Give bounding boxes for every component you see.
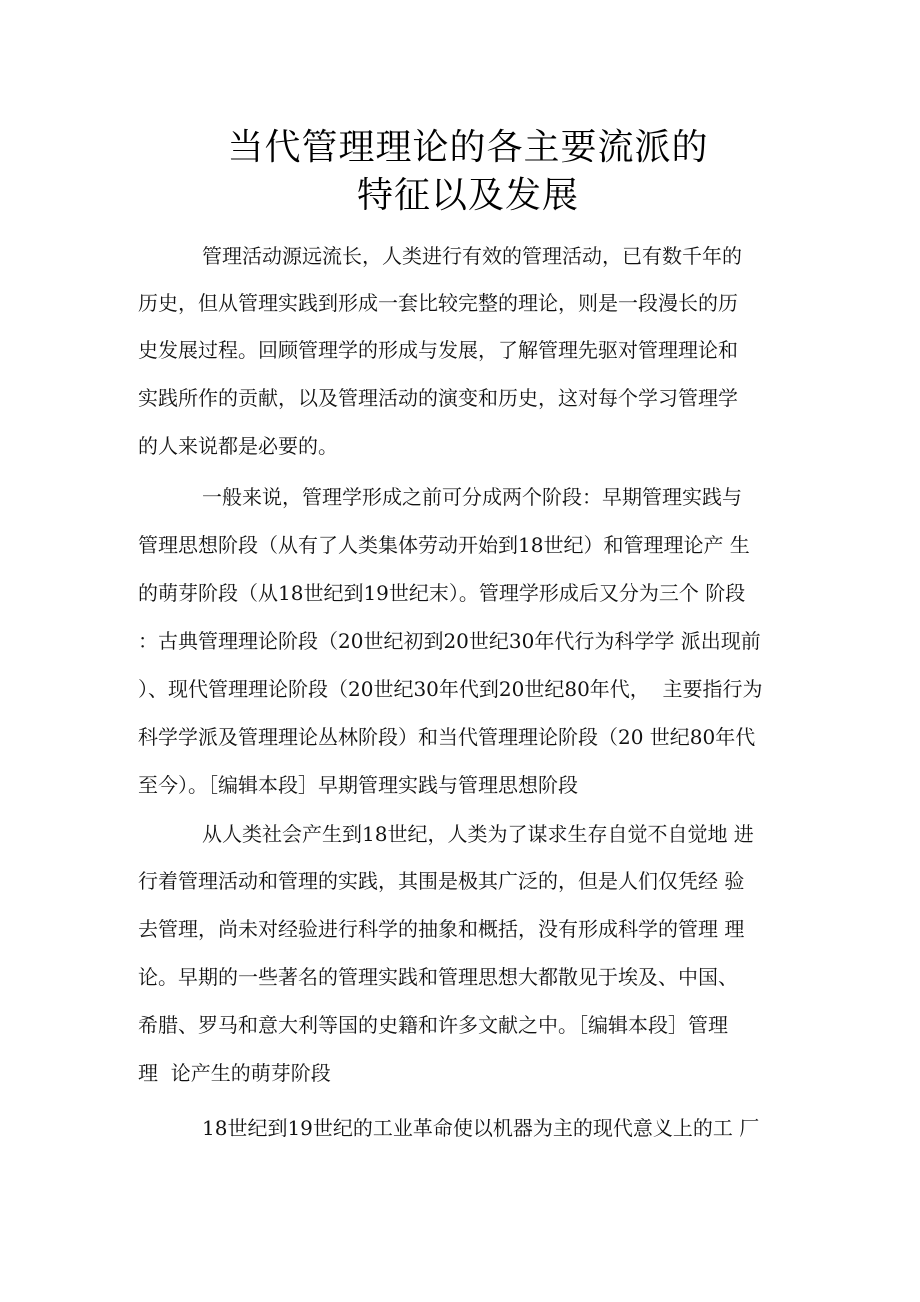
paragraph-3-line-6: 理 论产生的萌芽阶段 bbox=[138, 1061, 331, 1085]
paragraph-4-line-1: 18世纪到19世纪的工业革命使以机器为主的现代意义上的工 厂 bbox=[202, 1116, 760, 1140]
paragraph-3-line-3: 去管理，尚未对经验进行科学的抽象和概括，没有形成科学的管理 理 bbox=[138, 917, 745, 941]
paragraph-3-line-4: 论。早期的一些著名的管理实践和管理思想大都散见于埃及、中国、 bbox=[138, 965, 738, 989]
document-title-line-2: 特征以及发展 bbox=[356, 175, 579, 216]
paragraph-1-line-1: 管理活动源远流长，人类进行有效的管理活动，已有数千年的 bbox=[202, 244, 742, 268]
paragraph-2-line-7: 至今）。［编辑本段］早期管理实践与管理思想阶段 bbox=[138, 773, 578, 797]
paragraph-2-line-5: ）、现代管理理论阶段（20世纪30年代到20世纪80年代， 主要指行为 bbox=[138, 677, 763, 701]
paragraph-2-line-3: 的萌芽阶段（从18世纪到19世纪末）。管理学形成后又分为三个 阶段 bbox=[138, 581, 746, 605]
paragraph-1-line-4: 实践所作的贡献，以及管理活动的演变和历史，这对每个学习管理学 bbox=[138, 386, 738, 410]
paragraph-2-line-6: 科学学派及管理理论丛林阶段）和当代管理理论阶段（20 世纪80年代 bbox=[138, 725, 756, 749]
paragraph-2-line-4: ：古典管理理论阶段（20世纪初到20世纪30年代行为科学学 派出现前 bbox=[138, 629, 761, 653]
paragraph-1-line-2: 历史，但从管理实践到形成一套比较完整的理论，则是一段漫长的历 bbox=[138, 291, 738, 315]
paragraph-3-line-5: 希腊、罗马和意大利等国的史籍和许多文献之中。［编辑本段］管理 bbox=[138, 1013, 728, 1037]
paragraph-2-line-2: 管理思想阶段（从有了人类集体劳动开始到18世纪）和管理理论产 生 bbox=[138, 533, 750, 557]
paragraph-1-line-5: 的人来说都是必要的。 bbox=[138, 434, 338, 458]
paragraph-1-line-3: 史发展过程。回顾管理学的形成与发展，了解管理先驱对管理理论和 bbox=[138, 338, 738, 362]
paragraph-3-line-1: 从人类社会产生到18世纪，人类为了谋求生存自觉不自觉地 进 bbox=[202, 822, 754, 846]
document-title-line-1: 当代管理理论的各主要流派的 bbox=[227, 127, 709, 168]
paragraph-3-line-2: 行着管理活动和管理的实践，其围是极其广泛的，但是人们仅凭经 验 bbox=[138, 869, 745, 893]
paragraph-2-line-1: 一般来说，管理学形成之前可分成两个阶段：早期管理实践与 bbox=[202, 485, 742, 509]
